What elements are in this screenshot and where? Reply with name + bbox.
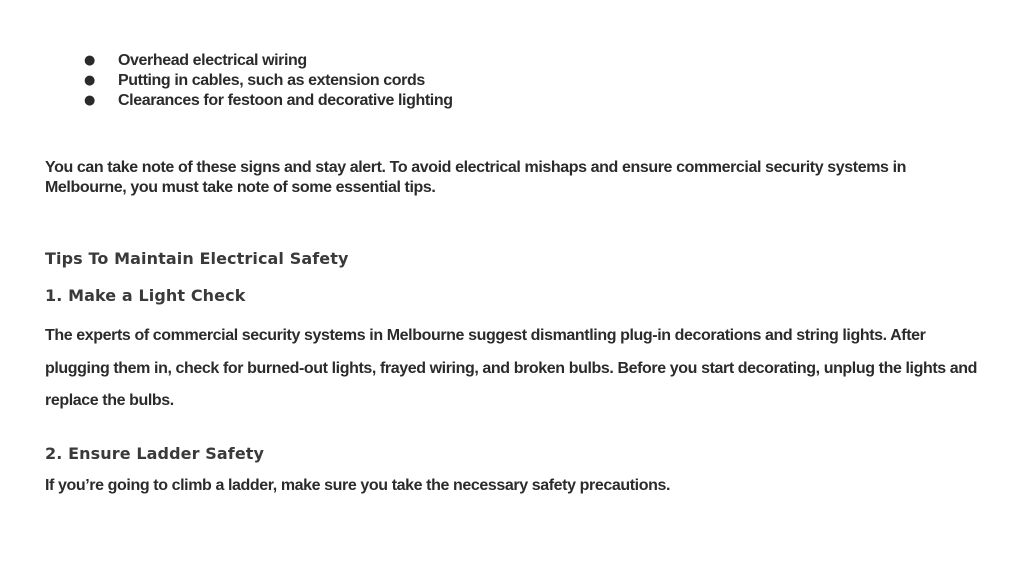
bullet-list: [84, 51, 453, 111]
list-item: [84, 91, 453, 111]
tip-1-heading: 1. Make a Light Check: [45, 286, 246, 305]
list-item-text: Overhead electrical wiring: [118, 52, 307, 69]
bullet-dot-icon: ●: [84, 53, 95, 68]
tip-2-paragraph: If you’re going to climb a ladder, make sure you take the necessary safety precautions.: [45, 477, 670, 494]
list-item: [84, 71, 453, 91]
list-item-text: Clearances for festoon and decorative lighting: [118, 92, 453, 109]
section-heading: Tips To Maintain Electrical Safety: [45, 249, 349, 268]
list-item-text: Putting in cables, such as extension cords: [118, 72, 425, 89]
tip-1-paragraph: The experts of commercial security systems in Melbourne suggest dismantling plug-in decorations and string lights. After plugging them in, check for burned-out lights, frayed wiring, and broken bulbs. Before you start decorating, unplug the lights and replace the bulbs.: [45, 327, 978, 409]
tip-2-heading: 2. Ensure Ladder Safety: [45, 444, 265, 463]
bullet-dot-icon: ●: [84, 73, 95, 88]
list-item: [84, 51, 453, 71]
bullet-dot-icon: ●: [84, 93, 95, 108]
intro-paragraph: You can take note of these signs and stay alert. To avoid electrical mishaps and ensure commercial security systems in Melbourne, you must take note of some essential tips.: [45, 159, 906, 196]
